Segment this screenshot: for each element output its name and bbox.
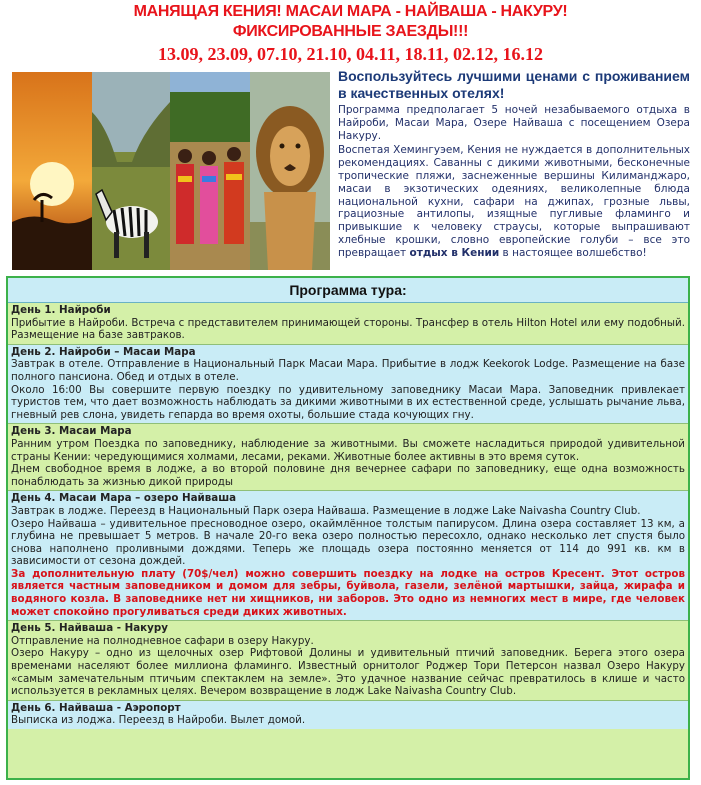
day-3 bbox=[8, 424, 688, 491]
day-text: Озеро Накуру – одно из щелочных озер Рифтовой Долины и удивительный птичий заповедник. Берега этого озера временами населяют более миллиона фламинго. Известный орнитолог Роджер Тори Петерсон назвал Озеро Накуру «самым замечательным птичьим спектаклем на земле». Это удачное название сейчас превратилось в клише и часто используется в рекламных целях. Вечером возвращение в лодж Lake Naivasha Country Club. bbox=[11, 647, 685, 698]
day-text: Отправление на полнодневное сафари в озеру Накуру. bbox=[11, 634, 314, 647]
page-header bbox=[0, 2, 701, 65]
tour-program bbox=[6, 276, 690, 780]
optional-excursion-note: За дополнительную плату (70$/чел) можно совершить поездку на лодке на остров Кресент. Этот остров является частным заповедником и домом для зебры, буйвола, газели, зелёной мартышки, зайца, жирафа и водяного козла. В заповеднике нет ни хищников, ни заборов. Это одно из немногих мест в мире, где человек может спокойно прогуливаться среди диких животных. bbox=[11, 567, 685, 618]
intro-description-end: в настоящее волшебство! bbox=[499, 246, 647, 259]
day-title: День 4. Масаи Мара – озеро Найваша bbox=[11, 492, 237, 505]
program-title: Программа тура: bbox=[8, 278, 688, 303]
day-text: Днем свободное время в лодже, а во второй половине дня вечернее сафари по заповеднику, еще одна возможность понаблюдать за жизнью дикой природы bbox=[11, 463, 685, 488]
intro-text bbox=[338, 68, 690, 260]
day-2 bbox=[8, 345, 688, 425]
day-1 bbox=[8, 303, 688, 345]
header-title: МАНЯЩАЯ КЕНИЯ! МАСАИ МАРА - НАЙВАША - НАКУРУ! bbox=[133, 3, 568, 20]
header-dates: 13.09, 23.09, 07.10, 21.10, 04.11, 18.11, 02.12, 16.12 bbox=[157, 44, 543, 64]
day-title: День 1. Найроби bbox=[11, 304, 111, 316]
zebra-photo bbox=[92, 72, 170, 270]
sunset-photo bbox=[12, 72, 92, 270]
day-text: Около 16:00 Вы совершите первую поездку по удивительному заповеднику Масаи Мара. Заповедник привлекает туристов тем, что дает возможность наблюдать за дикими животными в их естественной среде, услышать рычание льва, гневный рев слона, увидеть гепарда во время охоты, большие стада кочующих гну. bbox=[11, 383, 685, 421]
day-text: Завтрак в отеле. Отправление в Национальный Парк Масаи Мара. Прибытие в лодж Keekorok Lodge. Размещение на базе полного пансиона. Обед и отдых в отеле. bbox=[11, 358, 685, 383]
day-text: Выписка из лоджа. Переезд в Найроби. Вылет домой. bbox=[11, 714, 306, 727]
lion-photo bbox=[250, 72, 330, 270]
photo-collage bbox=[12, 72, 330, 270]
day-title: День 5. Найваша - Накуру bbox=[11, 622, 168, 635]
day-title: День 2. Найроби – Масаи Мара bbox=[11, 345, 196, 358]
intro-paragraph: Программа предполагает 5 ночей незабываемого отдыха в Найроби, Масаи Мара, Озере Найваша с посещением Озера Накуру. bbox=[338, 104, 690, 142]
day-title: День 6. Найваша - Аэропорт bbox=[11, 701, 181, 714]
intro-description bbox=[338, 144, 690, 259]
day-text: Ранним утром Поездка по заповеднику, наблюдение за животными. Вы сможете насладиться природой удивительной страны Кении: чередующимися холмами, лесами, реками. Животные более активны в это время суток. bbox=[11, 437, 685, 463]
day-4 bbox=[8, 491, 688, 621]
intro-highlight: отдых в Кении bbox=[409, 246, 500, 259]
intro-lead: Воспользуйтесь лучшими ценами с проживанием в качественных отелях! bbox=[338, 68, 690, 101]
day-text: Завтрак в лодже. Переезд в Национальный Парк озера Найваша. Размещение в лодже Lake Naivasha Country Club. bbox=[11, 504, 641, 517]
intro-description-text: Воспетая Хемингуэем, Кения не нуждается в дополнительных рекомендациях. Саванны с дикими животными, бесконечные тропические пляжи, заснеженные вершины Килиманджаро, масаи в экзотических одеяниях, великолепные блюда национальной кухни, сафари на джипах, грозные львы, грациозные антилопы, изящные пугливые фламинго и привыкшие к человеку страусы, которые выпрашивают хлебные крошки, словно европейские голуби – все это превращает bbox=[338, 144, 690, 259]
day-5 bbox=[8, 621, 688, 701]
day-6 bbox=[8, 701, 688, 729]
day-text: Озеро Найваша – удивительное пресноводное озеро, окаймлённое толстым папирусом. Длина озера составляет 13 км, а глубина не превышает 5 метров. В начале 20-го века озеро полностью пересохло, однако несколько лет спустя было снова наполнено проливными дождями. Теперь же площадь озера постоянно меняется от 114 до 991 кв. км в зависимости от сезона дождей. bbox=[11, 517, 685, 568]
day-title: День 3. Масаи Мара bbox=[11, 425, 132, 438]
header-subtitle: ФИКСИРОВАННЫЕ ЗАЕЗДЫ!!! bbox=[232, 23, 469, 40]
day-text: Прибытие в Найроби. Встреча с представителем принимающей стороны. Трансфер в отель Hilton Hotel или ему подобный. Размещение на базе завтраков. bbox=[11, 316, 685, 342]
masai-people-photo bbox=[170, 72, 250, 270]
